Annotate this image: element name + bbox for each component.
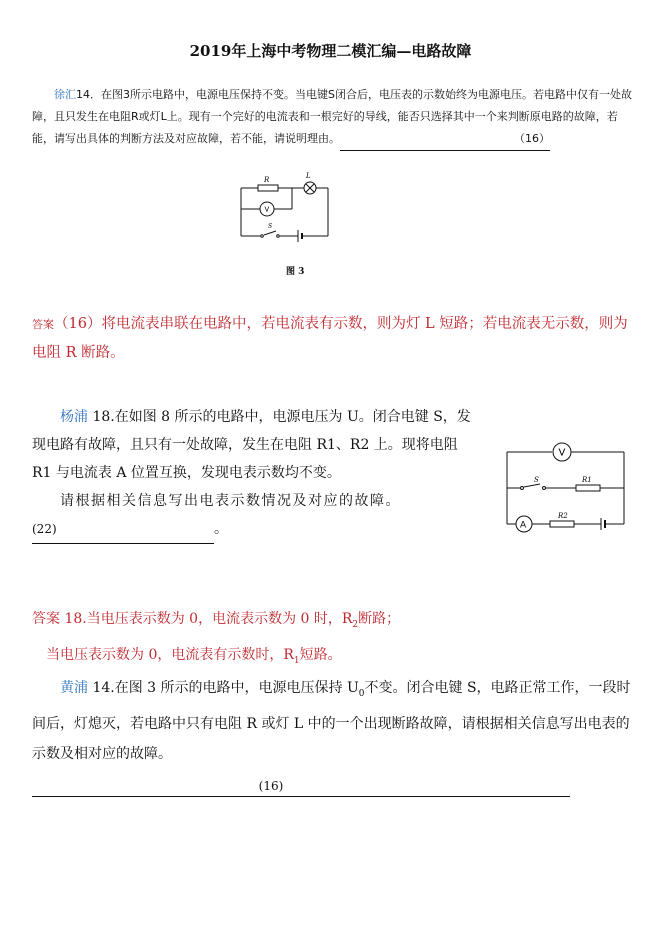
switch-s — [524, 484, 540, 487]
figure-caption: 图 3 — [286, 267, 305, 277]
label-r2: R2 — [558, 512, 568, 520]
answer-text: （16）将电流表串联在电路中，若电流表有示数，则为灯 L 短路；若电流表无示数，则为电阻 R 断路。 — [32, 316, 628, 361]
question-text: 14．在图3所示电路中，电源电压保持不变。当电键S闭合后，电压表的示数始终为电源电压。若电路中仅有一处故障，且只发生在电阻R或灯L上。现有一个完好的电流表和一根完好的导线，能否只选择其中一个来判断原电路的故障，若能，请写出具体的判断方法及对应故障，若不能，请说明理由。 — [32, 88, 632, 145]
label-r: R — [264, 176, 270, 184]
district-label: 杨浦 — [60, 409, 88, 425]
resistor-r — [258, 185, 278, 191]
label-v: V — [264, 205, 270, 214]
district-label: 徐汇 — [54, 88, 76, 101]
answer-prefix: 答案 — [32, 318, 54, 331]
label-l: L — [306, 172, 311, 180]
question-text: R1 与电流表 A 位置互换，发现电表示数均不变。 — [32, 465, 341, 481]
question-2: 杨浦 18.在如图 8 所示的电路中，电源电压为 U。闭合电键 S，发 现电路有故障，且只有一处故障，发生在电阻 R1、R2 上。现将电阻 R1 与电流表 A 位置互换，发现电表示数均不变。 请根据相关信息写出电表示数情况及对应的故障。 (22) 。 — [32, 403, 492, 544]
question-text: 请根据相关信息写出电表示数情况及对应的故障。 — [60, 493, 401, 509]
resistor-r2 — [550, 521, 574, 527]
label-r1: R1 — [582, 476, 592, 484]
resistor-r1 — [576, 485, 600, 491]
district-label: 黄浦 — [60, 680, 88, 696]
question-3: 黄浦 14.在图 3 所示的电路中，电源电压保持 $U_0$不变。闭合电键 S，电路正常工作，一段时间后，灯熄灭，若电路中只有电阻 R 或灯 L 中的一个出现断路故障，请根据相关信息写出电表的示数及相对应的故障。 — [32, 680, 631, 762]
circuit-figure-3 — [236, 168, 336, 248]
label-s: S — [268, 223, 273, 230]
label-s: S — [534, 476, 539, 484]
switch-s — [264, 231, 276, 235]
circuit-figure-8 — [500, 440, 630, 538]
answer-2: 答案 18.当电压表示数为 0，电流表示数为 0 时，$R_2$断路； 当电压表示数为 0，电流表有示数时，$R_1$短路。 — [32, 611, 401, 666]
page-title: 2019年上海中考物理二模汇编—电路故障 — [189, 42, 472, 60]
answer-1 — [32, 310, 642, 367]
label-a: A — [520, 520, 527, 531]
answer-blank[interactable]: （16） — [340, 128, 550, 151]
label-v: V — [558, 447, 566, 459]
answer-blank[interactable]: (16) — [32, 779, 570, 797]
question-text: 18.在如图 8 所示的电路中，电源电压为 U。闭合电键 S，发 — [88, 409, 471, 425]
answer-blank[interactable]: (22) — [32, 515, 214, 544]
question-text: 现电路有故障，且只有一处故障，发生在电阻 R1、R2 上。现将电阻 — [32, 437, 458, 453]
question-1 — [32, 84, 632, 151]
